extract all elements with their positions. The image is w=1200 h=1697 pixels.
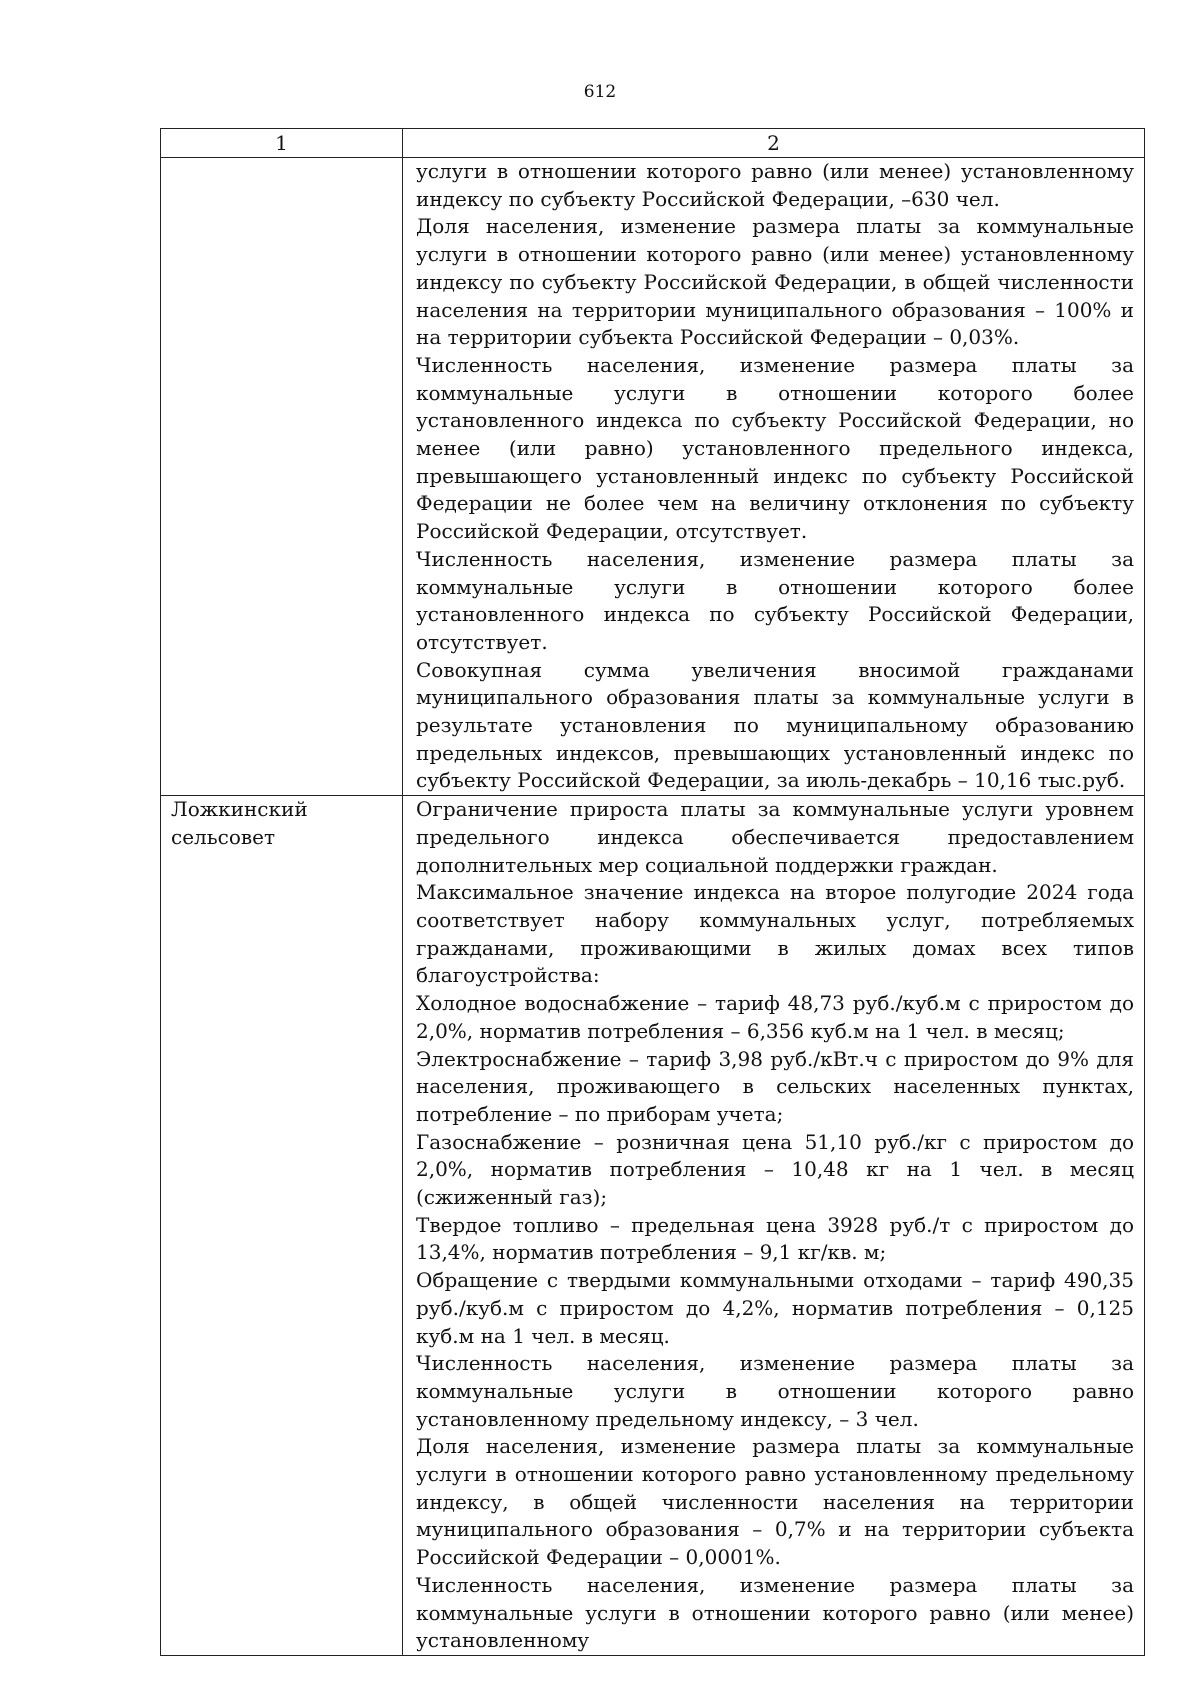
paragraph: Электроснабжение – тариф 3,98 руб./кВт.ч с приростом до 9% для населения, проживающего в сельских населенных пунктах, потребление – по приборам учета; [416,1046,1134,1126]
column-header-2: 2 [403,129,1145,158]
paragraph: Численность населения, изменение размера платы за коммунальные услуги в отношении которого равно (или менее) установленному [416,1572,1134,1653]
document-table [160,128,1145,1656]
table-row [161,796,1145,1656]
paragraph: Численность населения, изменение размера платы за коммунальные услуги в отношении которого более установленного индекса по субъекту Российской Федерации, но менее (или равно) установленного предельного индекса, превышающего установленный индекс по субъекту Российской Федерации не более чем на величину отклонения по субъекту Российской Федерации, отсутствует. [416,352,1134,544]
paragraph: Твердое топливо – предельная цена 3928 руб./т с приростом до 13,4%, норматив потребления – 9,1 кг/кв. м; [416,1212,1134,1265]
region-cell: Ложкинский сельсовет [161,796,403,1656]
content-cell [403,158,1145,796]
paragraph: Холодное водоснабжение – тариф 48,73 руб./куб.м с приростом до 2,0%, норматив потребления – 6,356 куб.м на 1 чел. в месяц; [416,991,1134,1043]
paragraph: Совокупная сумма увеличения вносимой гражданами муниципального образования платы за коммунальные услуги в результате установления по муниципальному образованию предельных индексов, превышающих установленный индекс по субъекту Российской Федерации, за июль-декабрь – 10,16 тыс.руб. [416,657,1134,793]
table-row [161,158,1145,796]
paragraph: Численность населения, изменение размера платы за коммунальные услуги в отношении которого более установленного индекса по субъекту Российской Федерации, отсутствует. [416,546,1134,654]
paragraph: Газоснабжение – розничная цена 51,10 руб./кг с приростом до 2,0%, норматив потребления – 10,48 кг на 1 чел. в месяц (сжиженный газ); [416,1129,1134,1210]
paragraph: Обращение с твердыми коммунальными отходами – тариф 490,35 руб./куб.м с приростом до 4,2%, норматив потребления – 0,125 куб.м на 1 чел. в месяц. [416,1268,1134,1348]
paragraph: Максимальное значение индекса на второе полугодие 2024 года соответствует набору коммунальных услуг, потребляемых гражданами, проживающими в жилых домах всех типов благоустройства: [416,880,1134,988]
paragraph: Доля населения, изменение размера платы за коммунальные услуги в отношении которого равно (или менее) установленному индексу по субъекту Российской Федерации, в общей численности населения на территории муниципального образования – 100% и на территории субъекта Российской Федерации – 0,03%. [416,214,1134,350]
region-cell [161,158,403,796]
content-cell [403,796,1145,1656]
paragraph: Ограничение прироста платы за коммунальные услуги уровнем предельного индекса обеспечивается предоставлением дополнительных мер социальной поддержки граждан. [416,797,1134,877]
page-number: 612 [583,82,617,102]
paragraph: услуги в отношении которого равно (или менее) установленному индексу по субъекту Российской Федерации, –630 чел. [416,159,1134,211]
paragraph: Численность населения, изменение размера платы за коммунальные услуги в отношении которого равно установленному предельному индексу, – 3 чел. [416,1351,1134,1431]
column-header-1: 1 [161,129,403,158]
paragraph: Доля населения, изменение размера платы за коммунальные услуги в отношении которого равно установленному предельному индексу, в общей численности населения на территории муниципального образования – 0,7% и на территории субъекта Российской Федерации – 0,0001%. [416,1434,1134,1570]
table-header-row [161,129,1145,158]
